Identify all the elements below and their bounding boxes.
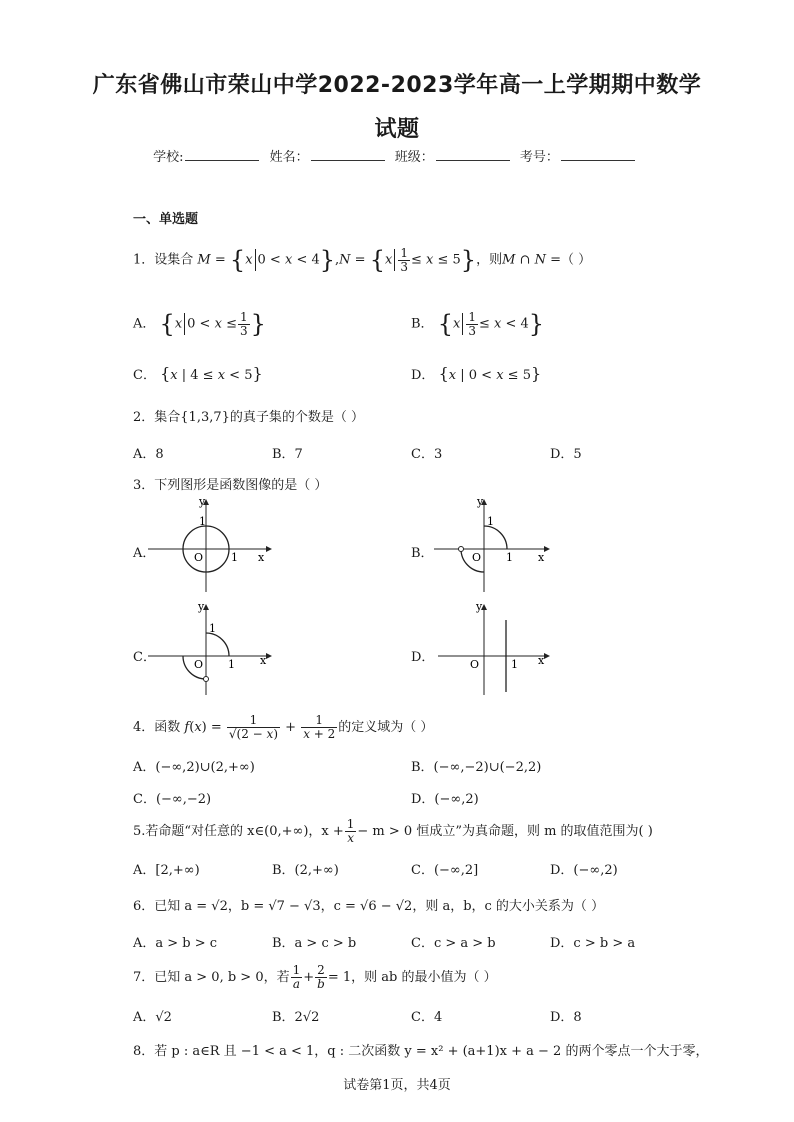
number-blank[interactable] bbox=[561, 148, 635, 161]
question-2-option-d[interactable]: D．5 bbox=[550, 447, 582, 462]
question-4-option-a[interactable]: A．(−∞,2)∪(2,+∞) bbox=[133, 760, 255, 775]
svg-text:1: 1 bbox=[209, 622, 216, 635]
student-info-row bbox=[0, 146, 794, 165]
question-6-option-d[interactable]: D．c > b > a bbox=[550, 936, 636, 951]
question-5-stem: 5.若命题“对任意的 x∈(0,+∞)，x + $\frac{1}{x}$ − m > 0 恒成立”为真命题，则 m 的取值范围为( ) bbox=[133, 817, 653, 845]
svg-text:O: O bbox=[194, 551, 204, 564]
class-label: 班级： bbox=[394, 150, 434, 165]
exam-title-line2: 试题 bbox=[374, 117, 420, 142]
page-footer: 试卷第1页，共4页 bbox=[343, 1078, 451, 1093]
svg-text:1: 1 bbox=[228, 658, 235, 671]
svg-text:y: y bbox=[476, 600, 483, 613]
svg-text:x: x bbox=[258, 551, 265, 564]
question-8-stem: 8．若 p : a∈R 且 −1 < a < 1，q : 二次函数 y = x² + (a+1)x + a − 2 的两个零点一个大于零， bbox=[133, 1044, 709, 1059]
svg-text:O: O bbox=[194, 658, 204, 671]
question-4-option-c[interactable]: C．(−∞,−2) bbox=[133, 792, 212, 807]
graph-a-circle bbox=[148, 497, 273, 592]
graph-d-vertical-lines bbox=[426, 600, 551, 695]
school-label: 学校: bbox=[153, 150, 184, 165]
svg-text:y: y bbox=[199, 497, 206, 508]
question-5-option-c[interactable]: C．(−∞,2] bbox=[411, 863, 479, 878]
svg-text:O: O bbox=[470, 658, 480, 671]
svg-text:1: 1 bbox=[506, 551, 513, 564]
question-1-option-c[interactable]: C． {x | 4 ≤ x < 5} bbox=[133, 364, 263, 383]
svg-text:1: 1 bbox=[511, 658, 518, 671]
class-blank[interactable] bbox=[436, 148, 510, 161]
question-7-option-b[interactable]: B．2√2 bbox=[272, 1010, 320, 1025]
question-6-option-c[interactable]: C．c > a > b bbox=[411, 936, 496, 951]
question-5-option-a[interactable]: A．[2,+∞) bbox=[133, 863, 200, 878]
question-1-option-b[interactable]: B． {x $\frac{1}{3}$ ≤ x < 4} bbox=[411, 309, 545, 338]
question-7-stem: 7．已知 a > 0, b > 0，若 $\frac{1}{a}$ + $\frac{2}{b}$ = 1，则 ab 的最小值为（ ） bbox=[133, 963, 497, 991]
question-7-option-d[interactable]: D．8 bbox=[550, 1010, 582, 1025]
question-5-option-d[interactable]: D．(−∞,2) bbox=[550, 863, 618, 878]
question-7-option-c[interactable]: C．4 bbox=[411, 1010, 443, 1025]
name-blank[interactable] bbox=[311, 148, 385, 161]
svg-text:y: y bbox=[477, 497, 484, 508]
svg-text:y: y bbox=[198, 600, 205, 613]
question-3-stem: 3．下列图形是函数图像的是（ ） bbox=[133, 478, 328, 493]
name-label: 姓名： bbox=[269, 150, 309, 165]
question-5-option-b[interactable]: B．(2,+∞) bbox=[272, 863, 339, 878]
svg-text:1: 1 bbox=[199, 515, 206, 528]
question-6-option-a[interactable]: A．a > b > c bbox=[133, 936, 218, 951]
graph-b-quarter-arcs bbox=[426, 497, 551, 592]
question-4-option-d[interactable]: D．(−∞,2) bbox=[411, 792, 479, 807]
question-6-stem: 6．已知 a = √2，b = √7 − √3，c = √6 − √2，则 a，b，c 的大小关系为（ ） bbox=[133, 899, 605, 914]
question-4-option-b[interactable]: B．(−∞,−2)∪(−2,2) bbox=[411, 760, 542, 775]
question-3-option-a[interactable]: A． bbox=[133, 546, 156, 561]
question-2-option-b[interactable]: B．7 bbox=[272, 447, 303, 462]
question-3-option-d[interactable]: D． bbox=[411, 650, 435, 665]
question-1-stem: 1．设集合 M = {x 0 < x < 4},N = {x $\frac{1}{3}$ ≤ x ≤ 5}，则M ∩ N =（ ） bbox=[133, 245, 592, 274]
number-label: 考号： bbox=[519, 150, 559, 165]
svg-text:1: 1 bbox=[487, 515, 494, 528]
svg-text:x: x bbox=[260, 654, 267, 667]
question-2-option-a[interactable]: A．8 bbox=[133, 447, 164, 462]
school-blank[interactable] bbox=[185, 148, 259, 161]
question-4-stem: 4．函数 f(x) = $\frac{1}{√(2 - x)}$ + $\frac{1}{x + 2}$ 的定义域为（ ） bbox=[133, 713, 434, 741]
question-3-option-b[interactable]: B． bbox=[411, 546, 434, 561]
question-1-option-a[interactable]: A． {x 0 < x ≤ $\frac{1}{3}$ } bbox=[133, 309, 266, 338]
question-2-stem: 2．集合{1,3,7}的真子集的个数是（ ） bbox=[133, 410, 365, 425]
svg-text:x: x bbox=[538, 551, 545, 564]
question-3-option-c[interactable]: C． bbox=[133, 650, 156, 665]
svg-text:x: x bbox=[538, 654, 545, 667]
exam-title-line1: 广东省佛山市荣山中学2022-2023学年高一上学期期中数学 bbox=[92, 73, 702, 98]
question-2-option-c[interactable]: C．3 bbox=[411, 447, 443, 462]
section-title: 一、单选题 bbox=[133, 212, 199, 227]
question-1-option-d[interactable]: D． {x | 0 < x ≤ 5} bbox=[411, 364, 542, 383]
svg-text:O: O bbox=[472, 551, 482, 564]
svg-text:1: 1 bbox=[231, 551, 238, 564]
question-6-option-b[interactable]: B．a > c > b bbox=[272, 936, 357, 951]
graph-c-quarter-arcs bbox=[148, 600, 273, 695]
question-7-option-a[interactable]: A．√2 bbox=[133, 1010, 172, 1025]
